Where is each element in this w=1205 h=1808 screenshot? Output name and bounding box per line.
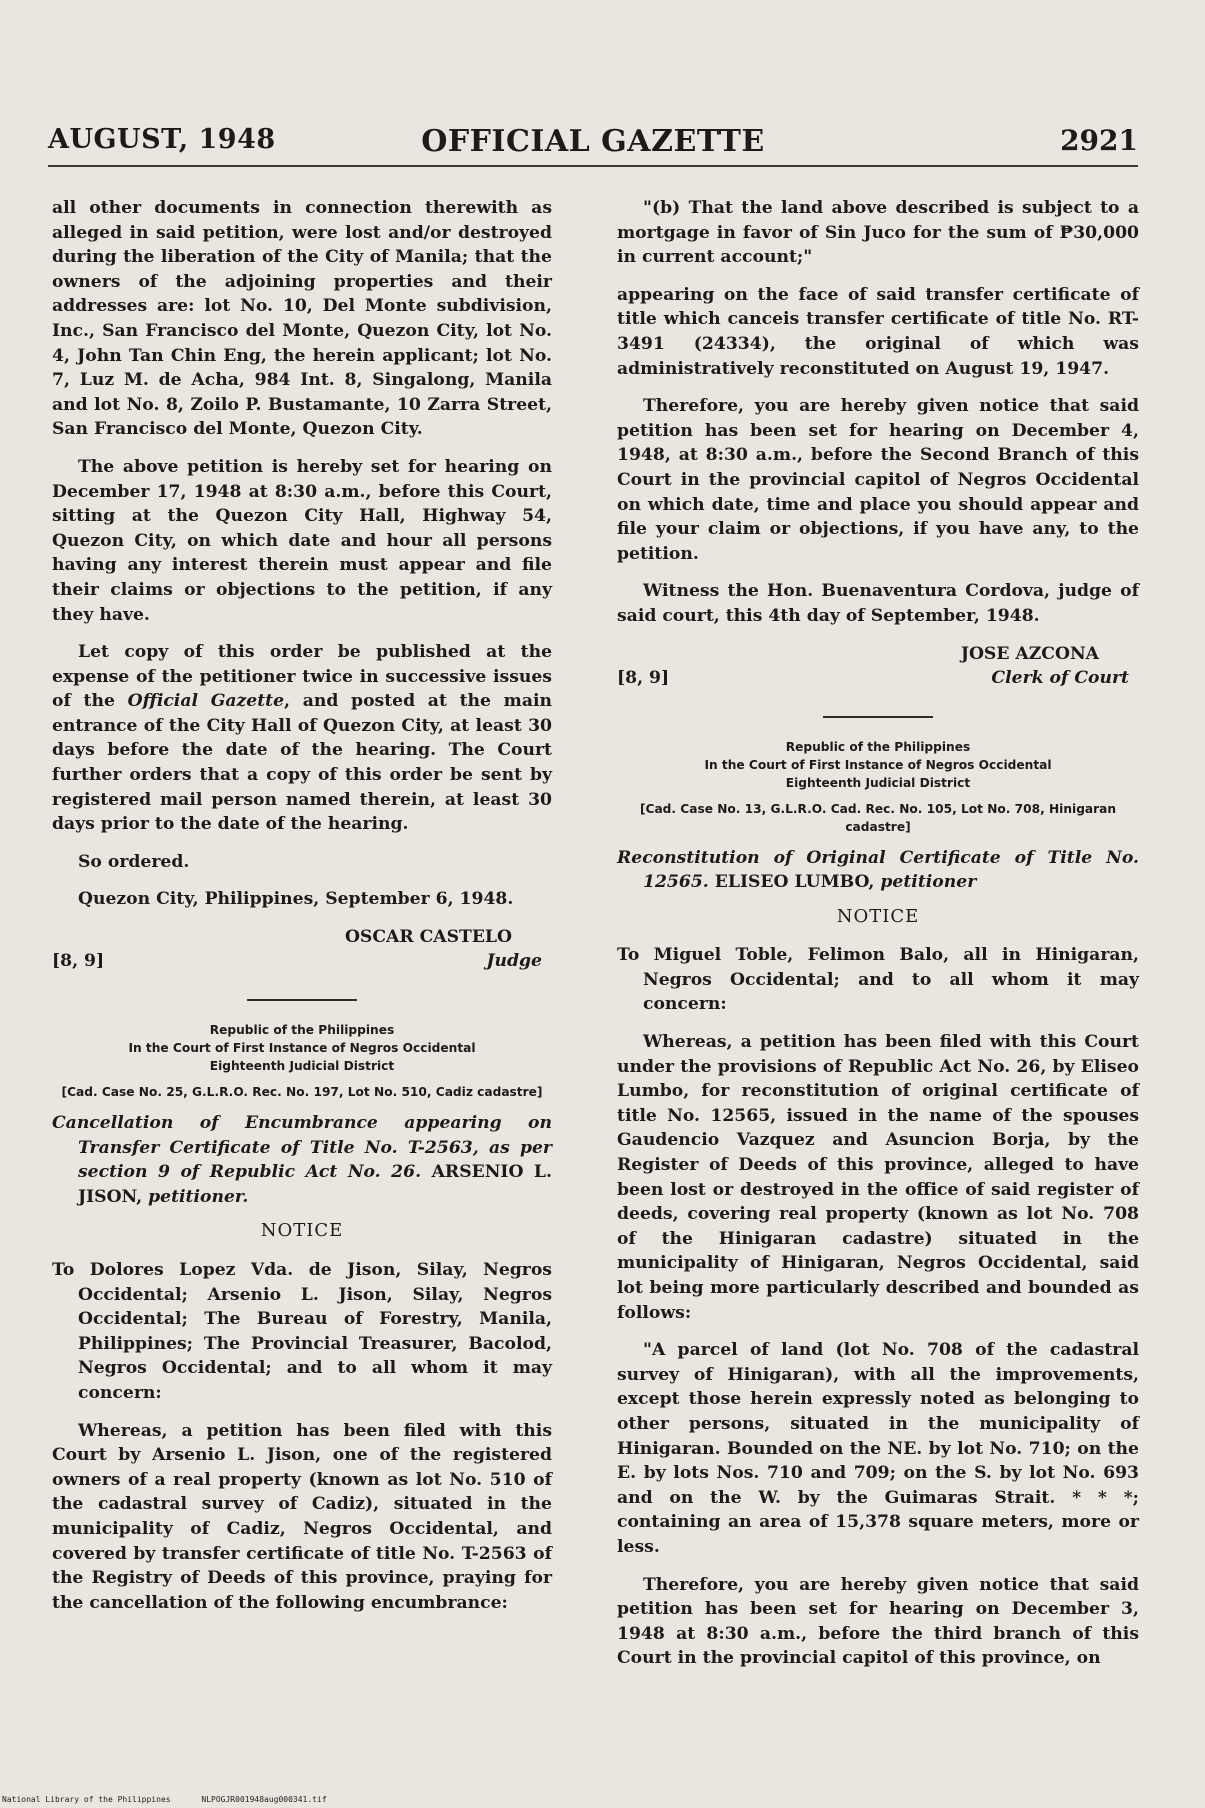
header-publication-title: OFFICIAL GAZETTE — [421, 124, 765, 159]
signatory-name: JOSE AZCONA — [960, 643, 1099, 664]
case-title: Cancellation of Encumbrance appearing on Transfer Certificate of Title No. T-2563, as per section 9 of Republic Act No. 26. ARSENIO L. JISON, petitioner. — [52, 1113, 552, 1207]
paragraph: Therefore, you are hereby given notice that said petition has been set for hearing on December 3, 1948 at 8:30 a.m., before the third branch of this Court in the provincial capitol of this province, on — [617, 1574, 1139, 1669]
notice-heading: NOTICE — [836, 905, 920, 927]
footer-library: National Library of the Philippines — [2, 1795, 171, 1804]
signatory-name: OSCAR CASTELO — [344, 927, 512, 948]
header-rule — [48, 165, 1138, 167]
signature-block — [617, 642, 1139, 694]
case-reference: [Cad. Case No. 25, G.L.R.O. Rec. No. 197, Lot No. 510, Cadiz cadastre] — [61, 1085, 543, 1100]
header-page-number: 2921 — [1060, 124, 1138, 157]
addressees: To Dolores Lopez Vda. de Jison, Silay, Negros Occidental; Arsenio L. Jison, Silay, Negros Occidental; The Bureau of Forestry, Manila, Philippines; The Provincial Treasurer, Bacolod, Negros Occidental; and to all whom it may concern: — [52, 1260, 552, 1403]
court-heading: Republic of the Philippines In the Court of First Instance of Negros Occidental Eighteenth Judicial District — [704, 739, 1052, 790]
notice-heading: NOTICE — [260, 1220, 344, 1242]
paragraph: Whereas, a petition has been filed with this Court under the provisions of Republic Act No. 26, by Eliseo Lumbo, for reconstitution of original certificate of title No. 12565, issued in the name of the spouses Gaudencio Vazquez and Asuncion Borja, by the Register of Deeds of this province, alleged to have been lost or destroyed in the office of said register of deeds, covering real property (known as lot No. 708 of the Hinigaran cadastre) situated in the municipality of Hinigaran, Negros Occidental, said lot being more particularly described and bounded as follows: — [617, 1032, 1139, 1323]
case-title: Reconstitution of Original Certificate of Title No. 12565. ELISEO LUMBO, petitioner — [617, 847, 1139, 893]
paragraph: Witness the Hon. Buenaventura Cordova, judge of said court, this 4th day of September, 1948. — [617, 581, 1139, 626]
paragraph: appearing on the face of said transfer certificate of title which canceis transfer certificate of title No. RT-3491 (24334), the original of which was administratively reconstituted on August 19, 1947. — [617, 284, 1139, 379]
footer-filename: NLPOGJR001948aug000341.tif — [201, 1795, 327, 1804]
paragraph: Therefore, you are hereby given notice that said petition has been set for hearing on December 4, 1948, at 8:30 a.m., before the Second Branch of this Court in the provincial capitol of Negros Occidental on which date, time and place you should appear and file your claim or objections, if you have any, to the petition. — [617, 396, 1139, 564]
signatory-title: Judge — [486, 951, 542, 972]
paragraph: Let copy of this order be published at the expense of the petitioner twice in successive issues of the Official Gazette, and posted at the main entrance of the City Hall of Quezon City, at least 30 days before the date of the hearing. The Court further orders that a copy of this order be sent by registered mail person named therein, at least 30 days prior to the date of the hearing. — [52, 642, 552, 835]
issue-numbers: [8, 9] — [52, 951, 105, 972]
court-heading: Republic of the Philippines In the Court of First Instance of Negros Occidental Eighteenth Judicial District — [128, 1023, 476, 1074]
signatory-title: Clerk of Court — [991, 667, 1129, 688]
quoted-parcel-description: "A parcel of land (lot No. 708 of the cadastral survey of Hinigaran), with all the improvements, except those herein expressly noted as belonging to other persons, situated in the municipality of Hinigaran. Bounded on the NE. by lot No. 710; on the E. by lots Nos. 710 and 709; on the S. by lot No. 693 and on the W. by the Guimaras Strait. * * *; containing an area of 15,378 square meters, more or less. — [617, 1340, 1139, 1557]
paragraph: all other documents in connection therewith as alleged in said petition, were lost and/or destroyed during the liberation of the City of Manila; that the owners of the adjoining properties and their addresses are: lot No. 10, Del Monte subdivision, Inc., San Francisco del Monte, Quezon City, lot No. 4, John Tan Chin Eng, the herein applicant; lot No. 7, Luz M. de Acha, 984 Int. 8, Singalong, Manila and lot No. 8, Zoilo P. Bustamante, 10 Zarra Street, San Francisco del Monte, Quezon City. — [52, 198, 552, 440]
quoted-encumbrance: "(b) That the land above described is subject to a mortgage in favor of Sin Juco for the sum of ₱30,000 in current account;" — [617, 198, 1139, 268]
issue-numbers: [8, 9] — [617, 667, 670, 688]
paragraph: Whereas, a petition has been filed with this Court by Arsenio L. Jison, one of the registered owners of a real property (known as lot No. 510 of the cadastral survey of Cadiz), situated in the municipality of Cadiz, Negros Occidental, and covered by transfer certificate of title No. T-2563 of the Registry of Deeds of this province, praying for the cancellation of the following encumbrance: — [52, 1420, 552, 1613]
section-divider — [247, 999, 357, 1001]
page-header — [48, 120, 1138, 164]
right-column — [617, 196, 1139, 1684]
signature-block — [52, 925, 552, 977]
place-date: Quezon City, Philippines, September 6, 1948. — [78, 889, 514, 910]
scan-footer — [2, 1795, 353, 1804]
so-ordered: So ordered. — [78, 851, 190, 872]
section-divider — [823, 716, 933, 718]
case-reference: [Cad. Case No. 13, G.L.R.O. Cad. Rec. No. 105, Lot No. 708, Hinigaran cadastre] — [639, 801, 1117, 834]
header-date: AUGUST, 1948 — [48, 124, 276, 155]
left-column — [52, 196, 552, 1628]
paragraph: The above petition is hereby set for hearing on December 17, 1948 at 8:30 a.m., before this Court, sitting at the Quezon City Hall, Highway 54, Quezon City, on which date and hour all persons having any interest therein must appear and file their claims or objections to the petition, if any they have. — [52, 456, 552, 625]
addressees: To Miguel Toble, Felimon Balo, all in Hinigaran, Negros Occidental; and to all whom it may concern: — [617, 945, 1139, 1015]
